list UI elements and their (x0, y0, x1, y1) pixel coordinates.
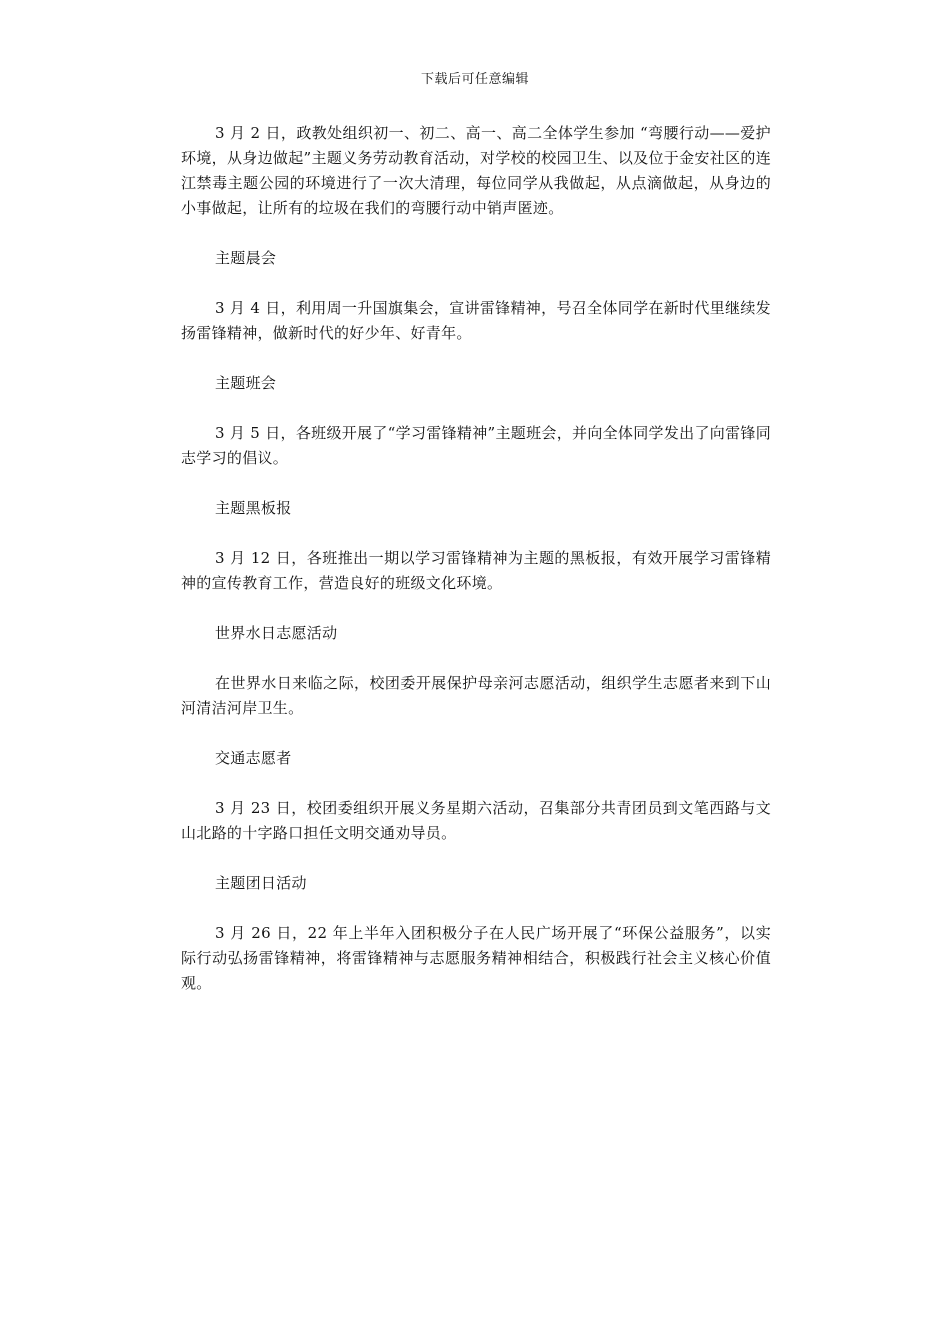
paragraph-morning-meeting: 3 月 4 日，利用周一升国旗集会，宣讲雷锋精神，号召全体同学在新时代里继续发扬雷锋精神，做新时代的好少年、好青年。 (181, 299, 771, 342)
paragraph-traffic-volunteer: 3 月 23 日，校团委组织开展义务星期六活动，召集部分共青团员到文笔西路与文山北路的十字路口担任文明交通劝导员。 (181, 799, 771, 842)
heading-league-day: 主题团日活动 (215, 874, 307, 892)
heading-blackboard: 主题黑板报 (215, 499, 292, 517)
page-header-note: 下载后可任意编辑 (420, 72, 529, 87)
paragraph-league-day: 3 月 26 日，22 年上半年入团积极分子在人民广场开展了“环保公益服务”，以实际行动弘扬雷锋精神，将雷锋精神与志愿服务精神相结合，积极践行社会主义核心价值观。 (181, 924, 771, 992)
heading-morning-meeting: 主题晨会 (215, 249, 277, 267)
heading-water-day: 世界水日志愿活动 (215, 624, 338, 642)
heading-traffic-volunteer: 交通志愿者 (215, 749, 292, 767)
heading-class-meeting: 主题班会 (215, 374, 277, 392)
paragraph-intro: 3 月 2 日，政教处组织初一、初二、高一、高二全体学生参加 “弯腰行动——爱护环境，从身边做起”主题义务劳动教育活动，对学校的校园卫生、以及位于金安社区的连江禁毒主题公园的环境进行了一次大清理，每位同学从我做起，从点滴做起，从身边的小事做起，让所有的垃圾在我们的弯腰行动中销声匿迹。 (181, 124, 771, 217)
paragraph-blackboard: 3 月 12 日，各班推出一期以学习雷锋精神为主题的黑板报，有效开展学习雷锋精神的宣传教育工作，营造良好的班级文化环境。 (181, 549, 771, 592)
document-body (181, 121, 771, 996)
paragraph-class-meeting: 3 月 5 日，各班级开展了“学习雷锋精神”主题班会，并向全体同学发出了向雷锋同志学习的倡议。 (181, 424, 771, 467)
paragraph-water-day: 在世界水日来临之际，校团委开展保护母亲河志愿活动，组织学生志愿者来到下山河清洁河岸卫生。 (181, 674, 771, 717)
